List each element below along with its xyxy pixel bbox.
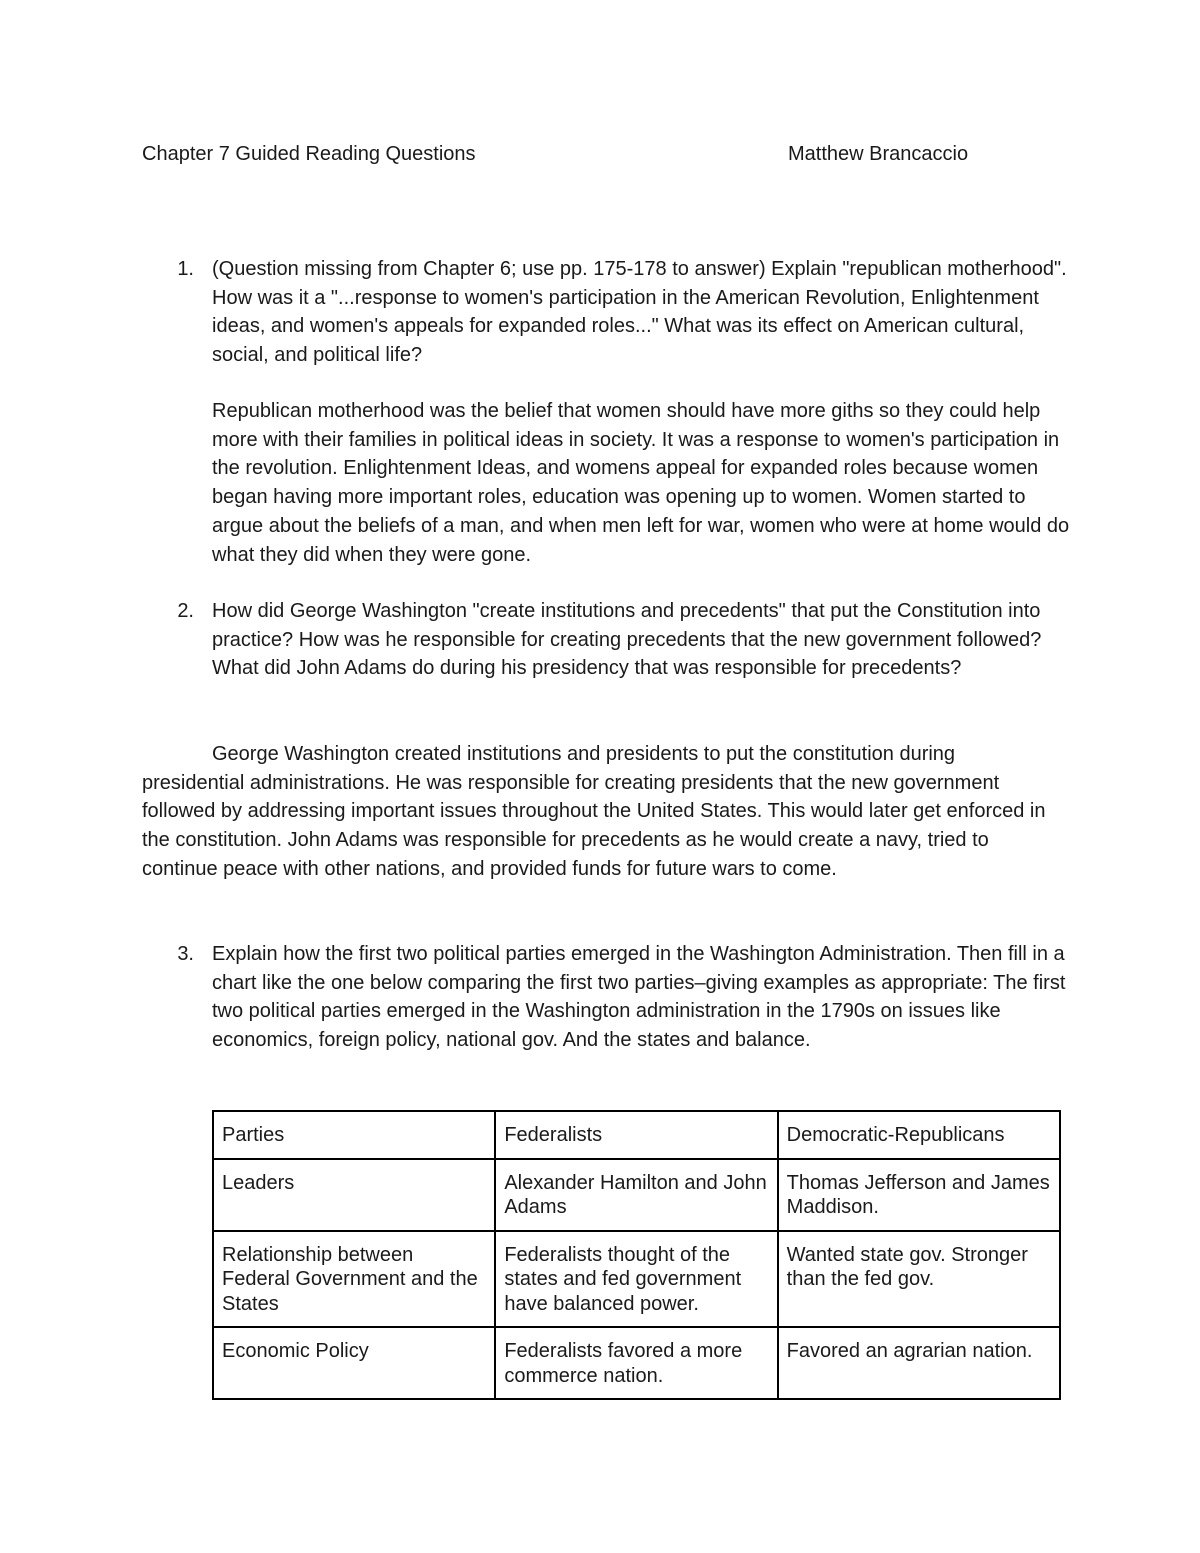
question-text: How did George Washington "create institutions and precedents" that put the Constitution into practice? How was he responsible for creating precedents that the new government followed? What did John Adams do during his presidency that was responsible for precedents? bbox=[212, 600, 1042, 680]
document-title: Chapter 7 Guided Reading Questions bbox=[142, 143, 476, 165]
table-cell: Federalists bbox=[495, 1111, 777, 1159]
answer-text: Republican motherhood was the belief that women should have more giths so they could help more with their families in political ideas in society. It was a response to women's participation in the revolution. Enlightenment Ideas, and womens appeal for expanded roles because women began having more important roles, education was opening up to women. Women started to argue about the beliefs of a man, and when men left for war, women who were at home would do what they did when they were gone. bbox=[212, 400, 1070, 566]
question-number: 2. bbox=[177, 600, 194, 622]
question-text: Explain how the first two political parties emerged in the Washington Administration. Then fill in a chart like the one below comparing the first two parties–giving examples as appropriate: The first two political parties emerged in the Washington administration in the 1790s on issues like economics, foreign policy, national gov. And the states and balance. bbox=[212, 943, 1066, 1052]
table-cell: Thomas Jefferson and James Maddison. bbox=[778, 1159, 1060, 1231]
table-cell: Economic Policy bbox=[213, 1327, 495, 1399]
table-row bbox=[213, 1111, 1060, 1159]
table-cell: Democratic-Republicans bbox=[778, 1111, 1060, 1159]
table-cell: Leaders bbox=[213, 1159, 495, 1231]
table-cell: Relationship between Federal Government and the States bbox=[213, 1231, 495, 1328]
table-row bbox=[213, 1231, 1060, 1328]
question-number: 1. bbox=[177, 258, 194, 280]
question-number: 3. bbox=[177, 943, 194, 965]
answer-text: George Washington created institutions and presidents to put the constitution during presidential administrations. He was responsible for creating presidents that the new government followed by addressing important issues throughout the United States. This would later get enforced in the constitution. John Adams was responsible for precedents as he would create a navy, tried to continue peace with other nations, and provided funds for future wars to come. bbox=[142, 743, 1046, 880]
table-cell: Alexander Hamilton and John Adams bbox=[495, 1159, 777, 1231]
author-name: Matthew Brancaccio bbox=[788, 143, 969, 165]
table-cell: Favored an agrarian nation. bbox=[778, 1327, 1060, 1399]
table-cell: Federalists favored a more commerce nation. bbox=[495, 1327, 777, 1399]
table-row bbox=[213, 1159, 1060, 1231]
table-row bbox=[213, 1327, 1060, 1399]
question-text: (Question missing from Chapter 6; use pp. 175-178 to answer) Explain "republican motherhood". How was it a "...response to women's participation in the American Revolution, Enlightenment ideas, and women's appeals for expanded roles..." What was its effect on American cultural, social, and political life? bbox=[212, 258, 1067, 367]
table-cell: Wanted state gov. Stronger than the fed gov. bbox=[778, 1231, 1060, 1328]
party-comparison-table bbox=[212, 1110, 1061, 1400]
table-cell: Parties bbox=[213, 1111, 495, 1159]
table-cell: Federalists thought of the states and fed government have balanced power. bbox=[495, 1231, 777, 1328]
